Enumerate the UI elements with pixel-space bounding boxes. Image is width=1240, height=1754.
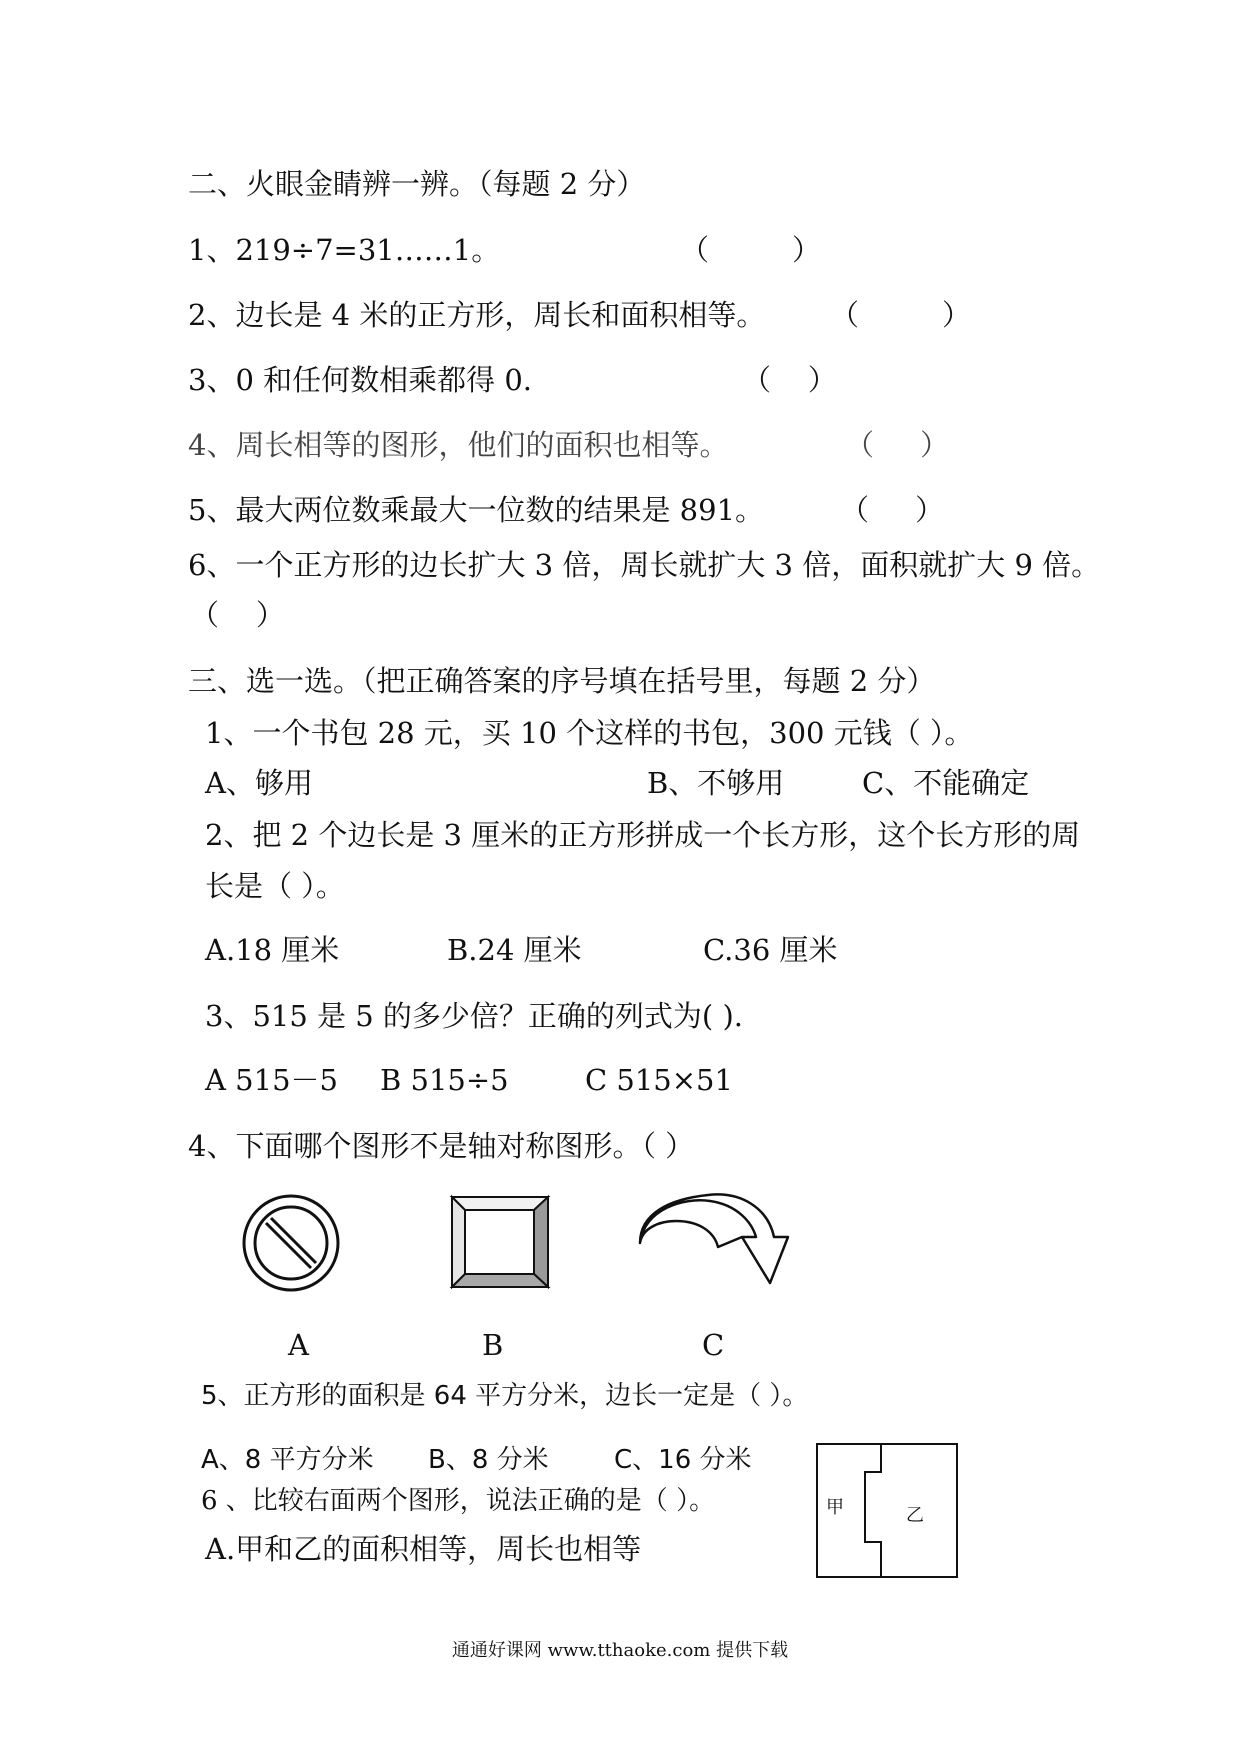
footer-text: 通通好课网 www.tthaoke.com 提供下载 [451,1640,789,1661]
answer-blank-4[interactable]: （ ） [845,428,950,462]
answer-blank-5[interactable]: （ ） [840,493,945,527]
no-sign-icon [240,1192,342,1294]
q3-option-c[interactable]: C 515×51 [585,1063,733,1097]
figure-label-yi: 乙 [906,1505,924,1526]
curved-arrow-icon [638,1195,792,1289]
q5-option-a[interactable]: A、8 平方分米 [201,1445,374,1475]
q2-option-b[interactable]: B.24 厘米 [447,933,582,967]
figure-label-jia: 甲 [826,1497,844,1518]
q1-option-c[interactable]: C、不能确定 [862,766,1030,800]
q3-option-a[interactable]: A 515－5 [205,1063,338,1097]
figure-c-label[interactable]: C [702,1328,725,1362]
q5-text: 5、正方形的面积是 64 平方分米，边长一定是（ ）。 [201,1381,809,1411]
q2-option-a[interactable]: A.18 厘米 [205,933,340,967]
q2-text-line2: 长是（ ）。 [205,869,345,903]
section2-item-4: 4、周长相等的图形，他们的面积也相等。 [188,428,729,462]
section2-item-6: 6、一个正方形的边长扩大 3 倍，周长就扩大 3 倍，面积就扩大 9 倍。 [188,548,1101,582]
q1-option-a[interactable]: A、够用 [205,766,313,800]
answer-blank-2[interactable]: （ ） [830,298,971,332]
q6-option-a[interactable]: A.甲和乙的面积相等，周长也相等 [205,1532,642,1566]
answer-blank-1[interactable]: （ ） [680,233,821,267]
q2-option-c[interactable]: C.36 厘米 [703,933,838,967]
q3-text: 3、515 是 5 的多少倍？正确的列式为( ). [205,999,743,1033]
q2-text-line1: 2、把 2 个边长是 3 厘米的正方形拼成一个长方形，这个长方形的周 [205,818,1081,852]
q6-text: 6 、比较右面两个图形，说法正确的是（ ）。 [201,1486,716,1516]
section3-title: 三、选一选。（把正确答案的序号填在括号里，每题 2 分） [188,664,936,698]
figure-b-label[interactable]: B [482,1328,504,1362]
section2-item-5: 5、最大两位数乘最大一位数的结果是 891。 [188,493,765,527]
q5-option-c[interactable]: C、16 分米 [614,1445,752,1475]
q1-text: 1、一个书包 28 元，买 10 个这样的书包，300 元钱（ ）。 [205,716,974,750]
figure-a-label[interactable]: A [288,1328,309,1362]
q4-text: 4、下面哪个图形不是轴对称图形。（ ） [188,1129,695,1163]
section2-item-1: 1、219÷7=31……1。 [188,233,501,267]
answer-blank-3[interactable]: （ ） [742,363,837,397]
q5-option-b[interactable]: B、8 分米 [428,1445,549,1475]
q1-option-b[interactable]: B、不够用 [647,766,785,800]
section2-item-2: 2、边长是 4 米的正方形，周长和面积相等。 [188,298,766,332]
beveled-frame-icon [450,1195,550,1289]
answer-blank-6[interactable]: （ ） [190,598,285,632]
q3-option-b[interactable]: B 515÷5 [380,1063,509,1097]
section2-title: 二、火眼金睛辨一辨。（每题 2 分） [188,167,646,201]
section2-item-3: 3、0 和任何数相乘都得 0. [188,363,533,397]
